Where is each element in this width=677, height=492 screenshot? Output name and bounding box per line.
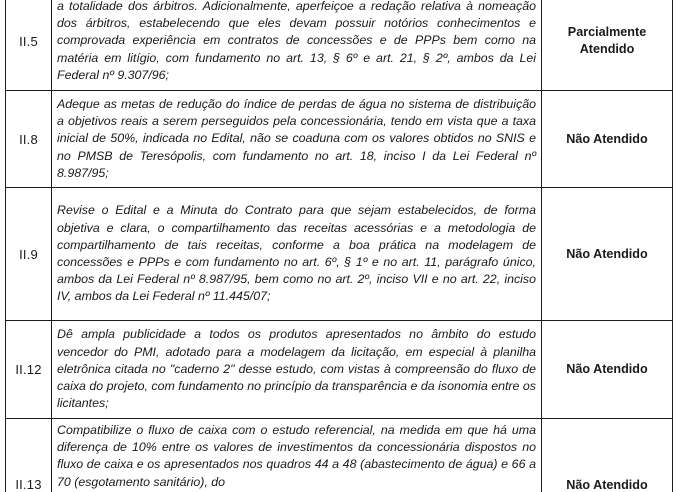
status-cell [542, 188, 673, 321]
status-cell [542, 0, 673, 91]
status-label: Não Atendido [566, 362, 648, 376]
recommendation-text: Revise o Edital e a Minuta do Contrato para que sejam estabelecidos, de forma objetiva e clara, o compartilhamento das receitas acessórias e a metodologia de compartilhamento de tais receitas, conforme a boa prática na modelagem de concessões e PPPs e com fundamento no art. 6º, § 1º e no art. 11, parágrafo único, ambos da Lei Federal nº 8.987/95, bem como no art. 2º, inciso VII e no art. 22, inciso IV, ambos da Lei Federal nº 11.445/07; [52, 188, 542, 321]
recommendation-text: Dê ampla publicidade a todos os produtos apresentados no âmbito do estudo vencedor do PMI, adotado para a modelagem da licitação, em especial à planilha eletrônica citada no "caderno 2" desse estudo, com vistas à compreensão do fluxo de caixa do projeto, com fundamento no princípio da transparência e da isonomia entre os licitantes; [52, 321, 542, 419]
table-row [6, 91, 673, 188]
recommendation-text: Adeque as metas de redução do índice de perdas de água no sistema de distribuição a objetivos reais a serem perseguidos pela concessionária, tendo em vista que a taxa inicial de 50%, indicada no Edital, não se coaduna com os valores obtidos no SNIS e no PMSB de Teresópolis, com fundamento no art. 18, inciso I da Lei Federal nº 8.987/95; [52, 91, 542, 188]
table-row [6, 0, 673, 91]
item-number: II.8 [6, 91, 52, 188]
table-row [6, 321, 673, 419]
recommendations-table [5, 0, 673, 492]
recommendation-text: Compatibilize o fluxo de caixa com o estudo referencial, na medida em que há uma diferença de 10% entre os valores de investimentos da concessionária dispostos no fluxo de caixa e os apresentados nos quadros 44 a 48 (abastecimento de água) e 66 a 70 (esgotamento sanitário), do [52, 419, 542, 492]
item-number: II.9 [6, 188, 52, 321]
status-cell [542, 321, 673, 419]
item-number: II.5 [6, 0, 52, 91]
table-row [6, 188, 673, 321]
status-label: Parcialmente Atendido [567, 25, 647, 56]
status-cell [542, 91, 673, 188]
table-row [6, 419, 673, 492]
item-number: II.12 [6, 321, 52, 419]
status-label: Não Atendido [566, 131, 648, 146]
item-number: II.13 [6, 419, 52, 492]
status-label: Não Atendido [566, 246, 648, 261]
status-cell [542, 419, 673, 492]
status-label: Não Atendido [566, 478, 648, 492]
recommendation-text: a totalidade dos árbitros. Adicionalmente, aperfeiçoe a redação relativa à nomeação dos árbitros, estabelecendo que eles devam possuir notórios conhecimentos e comprovada experiência em contratos de concessões e de PPPs bem como na matéria em litígio, com fundamento no art. 13, § 6º e art. 21, § 2º, ambos da Lei Federal nº 9.307/96; [52, 0, 542, 91]
